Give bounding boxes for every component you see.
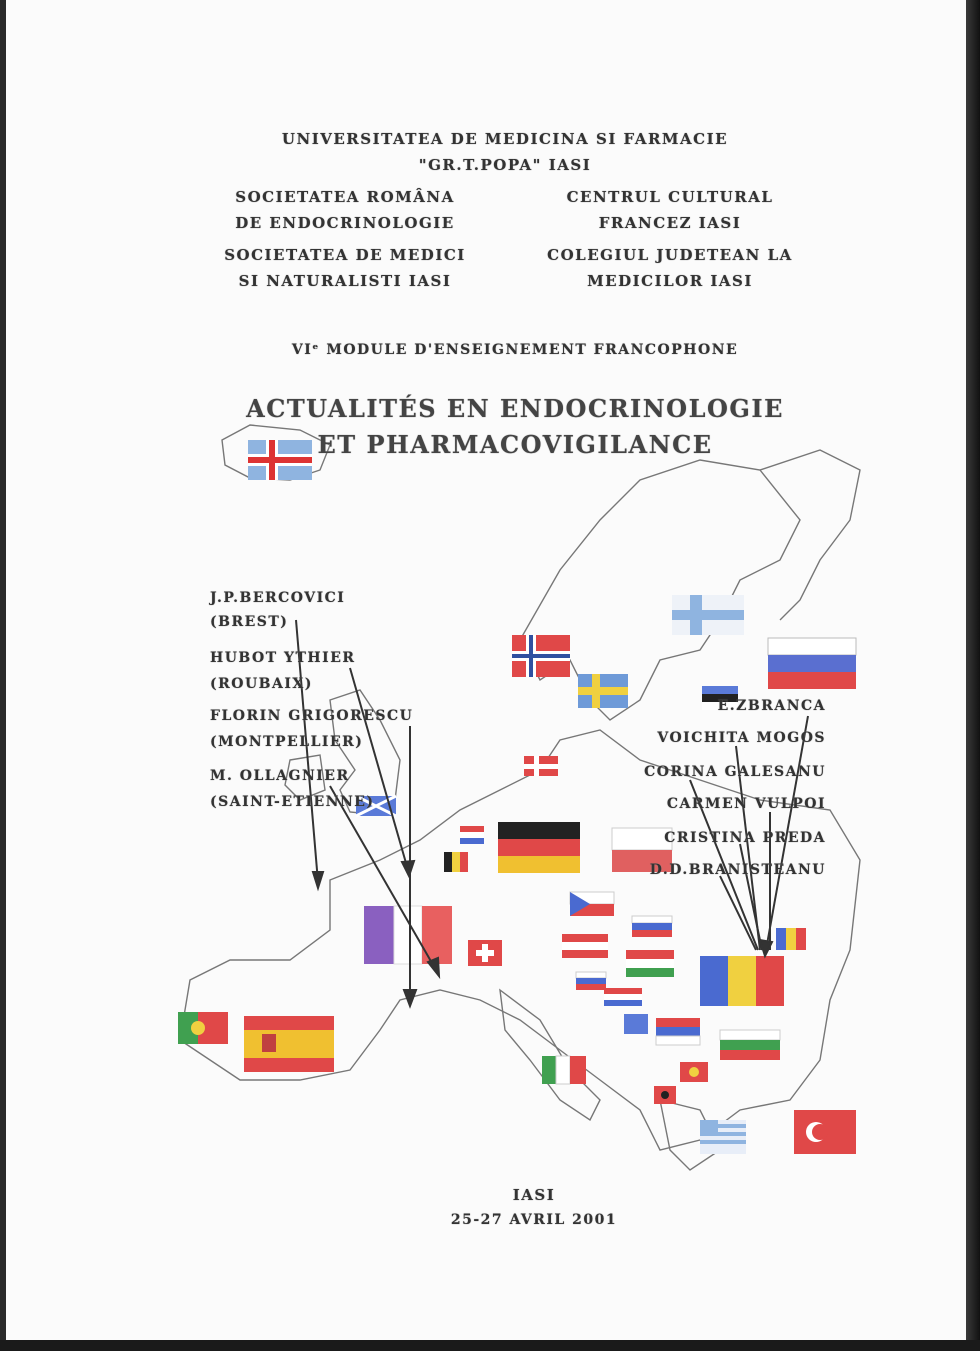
flag-spain [244, 1016, 334, 1072]
flag-finland [672, 595, 744, 635]
speaker-name: VOICHITA MOGOS [657, 730, 826, 746]
flag-switzerland [468, 940, 502, 966]
speaker-name: HUBOT YTHIER [210, 650, 356, 666]
flag-croatia [604, 988, 642, 1006]
right-org1-line2: FRANCEZ IASI [598, 214, 742, 232]
flag-czech [570, 892, 614, 916]
left-org1-line1: SOCIETATEA ROMÂNA [235, 188, 455, 206]
speaker-city: (MONTPELLIER) [210, 734, 364, 750]
speaker-name: CARMEN VULPOI [666, 796, 826, 812]
flag-macedonia [680, 1062, 708, 1082]
flag-germany [498, 822, 580, 873]
flag-portugal [178, 1012, 228, 1044]
flag-france [364, 906, 452, 964]
right-org2-line2: MEDICILOR IASI [587, 272, 753, 290]
flag-moldova [776, 928, 806, 950]
left-org2-line1: SOCIETATEA DE MEDICI [224, 246, 466, 264]
flag-albania [654, 1086, 676, 1104]
main-title-line1: ACTUALITÉS EN ENDOCRINOLOGIE [246, 394, 784, 423]
flag-bosnia [624, 1014, 648, 1034]
right-org1-line1: CENTRUL CULTURAL [566, 188, 774, 206]
flag-slovenia [576, 972, 606, 990]
speaker-city: (ROUBAIX) [210, 676, 313, 692]
speaker-name: D.D.BRANISTEANU [649, 862, 826, 878]
right-org2-line1: COLEGIUL JUDETEAN LA [547, 246, 793, 264]
university-line2: "GR.T.POPA" IASI [418, 156, 592, 174]
flag-norway [512, 635, 570, 677]
flag-slovakia [632, 916, 672, 937]
flag-netherlands [460, 826, 484, 844]
flag-russia [768, 638, 856, 689]
italy-outline [500, 990, 600, 1120]
flag-austria [562, 934, 608, 958]
speaker-name: J.P.BERCOVICI [210, 590, 346, 606]
left-org2-line2: SI NATURALISTI IASI [238, 272, 452, 290]
footer-city: IASI [512, 1186, 556, 1204]
speaker-name: E.ZBRANCA [717, 698, 826, 714]
main-title-line2: ET PHARMACOVIGILANCE [317, 430, 713, 459]
scandinavia-outline [520, 460, 800, 720]
left-org1-line2: DE ENDOCRINOLOGIE [235, 214, 455, 232]
flag-denmark [524, 756, 558, 776]
speaker-name: FLORIN GRIGORESCU [210, 708, 414, 724]
flag-sweden [578, 674, 628, 708]
university-line1: UNIVERSITATEA DE MEDICINA SI FARMACIE [281, 130, 729, 148]
flag-belgium [444, 852, 468, 872]
speaker-name: M. OLLAGNIER [210, 768, 350, 784]
flag-serbia [656, 1018, 700, 1045]
speaker-city: (SAINT-ETIENNE) [210, 794, 375, 810]
flag-hungary [626, 950, 674, 977]
footer-dates: 25-27 AVRIL 2001 [450, 1212, 618, 1228]
flag-turkey [794, 1110, 856, 1154]
flag-romania [700, 956, 784, 1006]
speaker-city: (BREST) [210, 614, 289, 630]
flag-italy [542, 1056, 586, 1084]
speaker-name: CORINA GALESANU [644, 764, 826, 780]
north-coast-outline [760, 450, 860, 620]
flag-greece [700, 1120, 746, 1154]
module-heading: VIᵉ MODULE D'ENSEIGNEMENT FRANCOPHONE [291, 342, 739, 358]
speaker-name: CRISTINA PREDA [664, 830, 826, 846]
flag-bulgaria [720, 1030, 780, 1060]
